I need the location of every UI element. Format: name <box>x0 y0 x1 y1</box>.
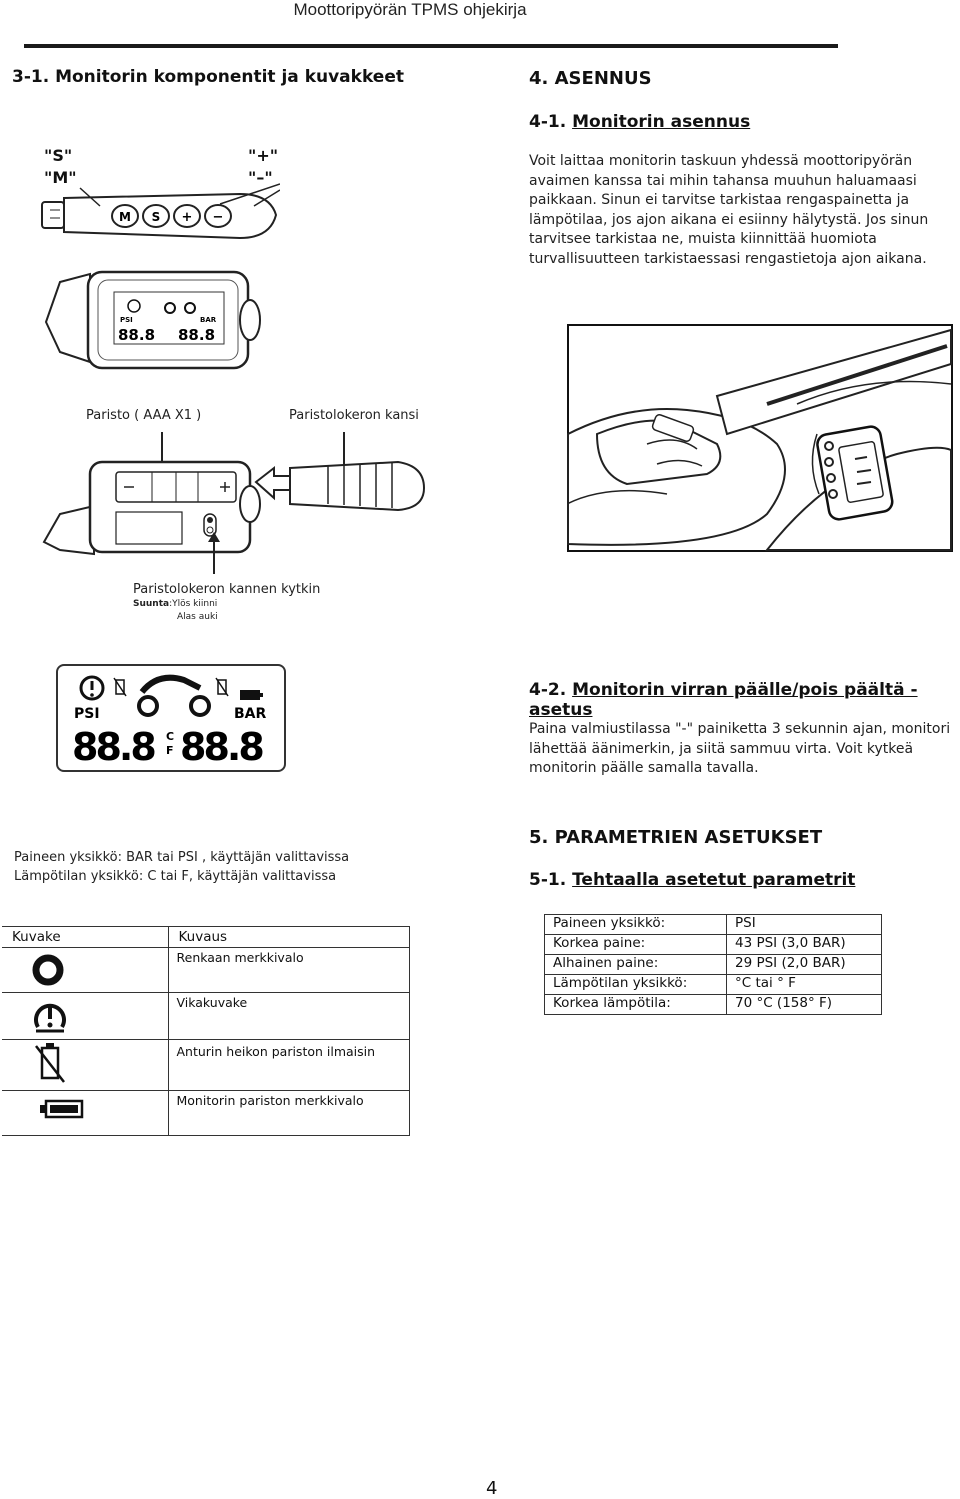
large-lcd-digits-right: 88.8 <box>180 725 262 769</box>
subsection-number-4-2: 4-2. <box>529 680 567 700</box>
pressure-unit-note: Paineen yksikkö: BAR tai PSI , käyttäjän valittavissa <box>14 850 350 865</box>
remote-button-m-glyph: M <box>119 210 131 224</box>
icons-table-desc-cell: Renkaan merkkivalo <box>168 948 410 993</box>
small-lcd-bar: BAR <box>200 316 217 324</box>
icons-table-icon-cell <box>2 1091 168 1136</box>
subsection-title-power <box>529 680 960 720</box>
lcd-display-large-graphic <box>58 666 284 770</box>
icons-table-header-desc: Kuvaus <box>168 927 410 948</box>
battery-label: Paristo ( AAA X1 ) <box>86 408 202 423</box>
direction-up: :Ylös kiinni <box>169 599 218 609</box>
subsection-title-monitor-install <box>529 112 750 132</box>
subsection-text-4-1: Monitorin asennus <box>572 112 751 132</box>
param-value: PSI <box>727 915 882 935</box>
large-lcd-psi: PSI <box>74 706 100 722</box>
icons-table-icon-cell <box>2 1040 168 1091</box>
factory-parameters-table <box>544 914 882 1015</box>
paragraph-monitor-install: Voit laittaa monitorin taskuun yhdessä moottoripyörän avaimen kanssa tai mihin tahansa muuhun haluamaasi paikkaan. Sinun ei tarvitse tarkistaa rengaspainetta ja lämpötilaa, jos ajon aikana ei esiinny hälytystä. Jos sinun tarvitsee tarkistaa ne, muista kiinnittää huomiota turvallisuutteen tarkistaessasi rengastietoja ajon aikana. <box>529 153 929 267</box>
remote-button-minus-glyph: − <box>212 210 224 225</box>
param-row <box>545 915 882 935</box>
battery-compartment-illustration <box>38 432 428 574</box>
param-row <box>545 975 882 995</box>
subsection-number-4-1: 4-1. <box>529 112 567 132</box>
icons-table-icon-cell <box>2 993 168 1040</box>
label-plus-button: "+" <box>248 146 279 165</box>
tire-icon <box>10 948 70 988</box>
param-label: Paineen yksikkö: <box>545 915 727 935</box>
param-value: 70 °C (158° F) <box>727 995 882 1015</box>
temperature-unit-note: Lämpötilan yksikkö: C tai F, käyttäjän valittavissa <box>14 869 337 884</box>
remote-front-view-illustration <box>40 262 270 372</box>
direction-down: Alas auki <box>177 612 218 622</box>
icons-table-desc-cell: Monitorin pariston merkkivalo <box>168 1091 410 1136</box>
large-lcd-bar: BAR <box>234 706 267 722</box>
label-m-button: "M" <box>44 168 77 187</box>
section-title-installation: 4. ASENNUS <box>529 68 652 89</box>
label-minus-button: "–" <box>248 168 273 187</box>
param-value: °C tai ° F <box>727 975 882 995</box>
handlebar-installation-illustration <box>567 324 953 552</box>
large-lcd-c: C <box>166 730 175 743</box>
monitor-battery-icon <box>10 1091 90 1131</box>
direction-label: Suunta <box>133 599 170 609</box>
subsection-text-5-1: Tehtaalla asetetut parametrit <box>572 870 856 890</box>
small-lcd-psi: PSI <box>120 316 133 324</box>
param-label: Alhainen paine: <box>545 955 727 975</box>
subsection-text-4-2: Monitorin virran päälle/pois päältä -asetus <box>529 680 918 720</box>
label-s-button: "S" <box>44 146 73 165</box>
icons-table <box>2 926 410 1136</box>
lcd-display-large <box>56 664 286 772</box>
page-header: Moottoripyörän TPMS ohjekirja <box>293 0 527 19</box>
page-number: 4 <box>486 1478 498 1499</box>
icons-table-desc-cell: Vikakuvake <box>168 993 410 1040</box>
battery-cover-label: Paristolokeron kansi <box>289 408 419 423</box>
icons-table-header-icon: Kuvake <box>2 927 168 948</box>
small-lcd-digits-left: 88.8 <box>118 326 156 344</box>
large-lcd-digits-left: 88.8 <box>72 725 154 769</box>
param-row <box>545 935 882 955</box>
param-row <box>545 955 882 975</box>
param-value: 29 PSI (2,0 BAR) <box>727 955 882 975</box>
param-value: 43 PSI (3,0 BAR) <box>727 935 882 955</box>
large-lcd-f: F <box>166 744 174 757</box>
subsection-title-factory-params <box>529 870 855 890</box>
tire-fault-icon <box>10 993 70 1035</box>
param-label: Lämpötilan yksikkö: <box>545 975 727 995</box>
switch-label: Paristolokeron kannen kytkin <box>133 582 321 597</box>
small-lcd-digits-right: 88.8 <box>178 326 216 344</box>
remote-side-view-illustration <box>40 180 280 250</box>
section-title-components: 3-1. Monitorin komponentit ja kuvakkeet <box>12 67 404 87</box>
param-row <box>545 995 882 1015</box>
paragraph-power: Paina valmiustilassa "-" painiketta 3 sekunnin ajan, monitori lähettää äänimerkin, ja siitä sammuu virta. Voit kytkeä monitorin päälle samalla tavalla. <box>529 721 951 776</box>
direction-line <box>133 599 217 609</box>
sensor-battery-low-icon <box>10 1040 70 1086</box>
icons-table-desc-cell: Anturin heikon pariston ilmaisin <box>168 1040 410 1091</box>
subsection-number-5-1: 5-1. <box>529 870 567 890</box>
header-rule <box>24 44 838 48</box>
remote-button-plus-glyph: + <box>181 210 193 225</box>
param-label: Korkea paine: <box>545 935 727 955</box>
param-label: Korkea lämpötila: <box>545 995 727 1015</box>
section-title-parameters: 5. PARAMETRIEN ASETUKSET <box>529 827 823 848</box>
icons-table-icon-cell <box>2 948 168 993</box>
remote-button-s-glyph: S <box>151 210 161 224</box>
